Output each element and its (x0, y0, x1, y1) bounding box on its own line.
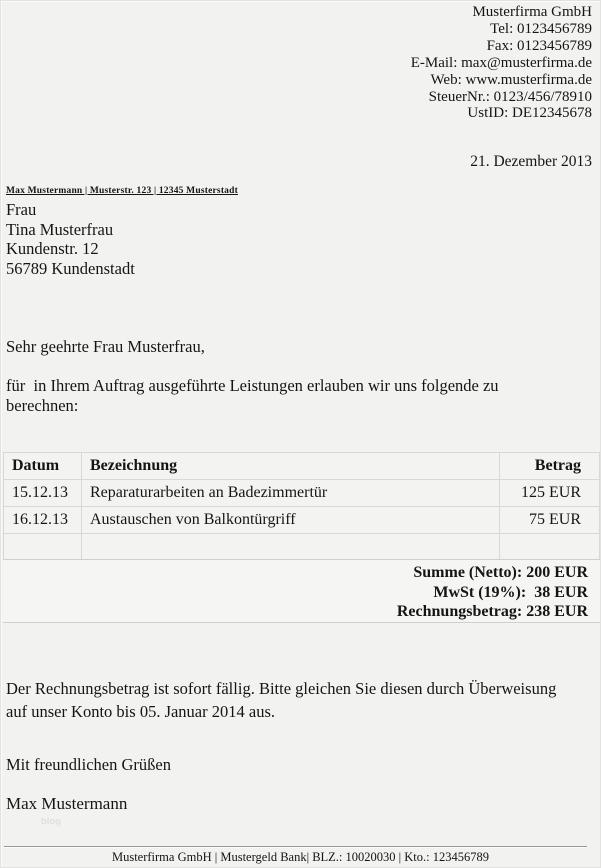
salutation: Sehr geehrte Frau Musterfrau, (6, 337, 205, 356)
cell-bezeichnung: Reparaturarbeiten an Badezimmertür (82, 480, 500, 507)
recipient-block (6, 186, 238, 279)
cell-betrag (500, 534, 600, 561)
invoice-items-table (3, 452, 600, 561)
invoice-date: 21. Dezember 2013 (470, 153, 592, 170)
totals-summary-line: Rechnungsbetrag: 238 EUR (396, 603, 588, 620)
cell-datum (4, 534, 82, 561)
table-row (4, 507, 600, 534)
recipient-address-line: Frau (6, 200, 37, 219)
totals-summary-line: Summe (Netto): 200 EUR (413, 564, 588, 581)
footer-bank-details: Musterfirma GmbH | Mustergeld Bank| BLZ.: 10020030 | Kto.: 123456789 (111, 850, 490, 864)
company-contact-line: SteuerNr.: 0123/456/78910 (428, 88, 592, 105)
table-body (4, 480, 600, 561)
intro-paragraph-line: berechnen: (6, 396, 79, 415)
cell-bezeichnung (82, 534, 500, 561)
footer-divider (4, 846, 587, 848)
signature-name: Max Mustermann (6, 794, 128, 813)
company-header (411, 4, 592, 122)
sender-return-address: Max Mustermann | Musterstr. 123 | 12345 Musterstadt (6, 186, 238, 196)
company-contact-lines (411, 21, 592, 122)
intro-paragraph-line: für in Ihrem Auftrag ausgeführte Leistungen erlauben wir uns folgende zu (6, 376, 499, 395)
intro-paragraph (6, 376, 499, 416)
recipient-address-lines (6, 200, 238, 279)
recipient-address-line: Tina Musterfrau (6, 219, 114, 239)
company-contact-line: E-Mail: max@musterfirma.de (410, 54, 592, 71)
watermark-text: blog (41, 816, 62, 827)
cell-betrag: 75 EUR (500, 507, 600, 534)
closing-phrase: Mit freundlichen Grüßen (6, 755, 171, 774)
column-header-datum: Datum (4, 453, 82, 480)
cell-betrag: 125 EUR (500, 480, 600, 507)
table-row (4, 480, 600, 507)
column-header-bezeichnung: Bezeichnung (82, 453, 500, 480)
cell-bezeichnung: Austauschen von Balkontürgriff (82, 507, 500, 534)
table-header-row (4, 453, 600, 480)
recipient-address-line: 56789 Kundenstadt (6, 259, 135, 279)
company-name: Musterfirma GmbH (472, 4, 592, 20)
company-contact-line: Tel: 0123456789 (490, 20, 592, 37)
payment-terms-line: auf unser Konto bis 05. Januar 2014 aus. (6, 702, 275, 721)
cell-datum: 15.12.13 (4, 480, 82, 507)
cell-datum: 16.12.13 (4, 507, 82, 534)
totals-summary (3, 559, 600, 623)
company-contact-line: UstID: DE12345678 (467, 105, 592, 122)
payment-terms-line: Der Rechnungsbetrag ist sofort fällig. Bitte gleichen Sie diesen durch Überweisung (6, 679, 557, 698)
company-contact-line: Fax: 0123456789 (486, 37, 592, 54)
recipient-address-line: Kundenstr. 12 (6, 239, 99, 259)
payment-terms-paragraph (6, 677, 556, 723)
column-header-betrag: Betrag (500, 453, 600, 480)
table-row (4, 534, 600, 561)
company-contact-line: Web: www.musterfirma.de (430, 71, 592, 88)
totals-summary-line: MwSt (19%): 38 EUR (433, 583, 588, 601)
